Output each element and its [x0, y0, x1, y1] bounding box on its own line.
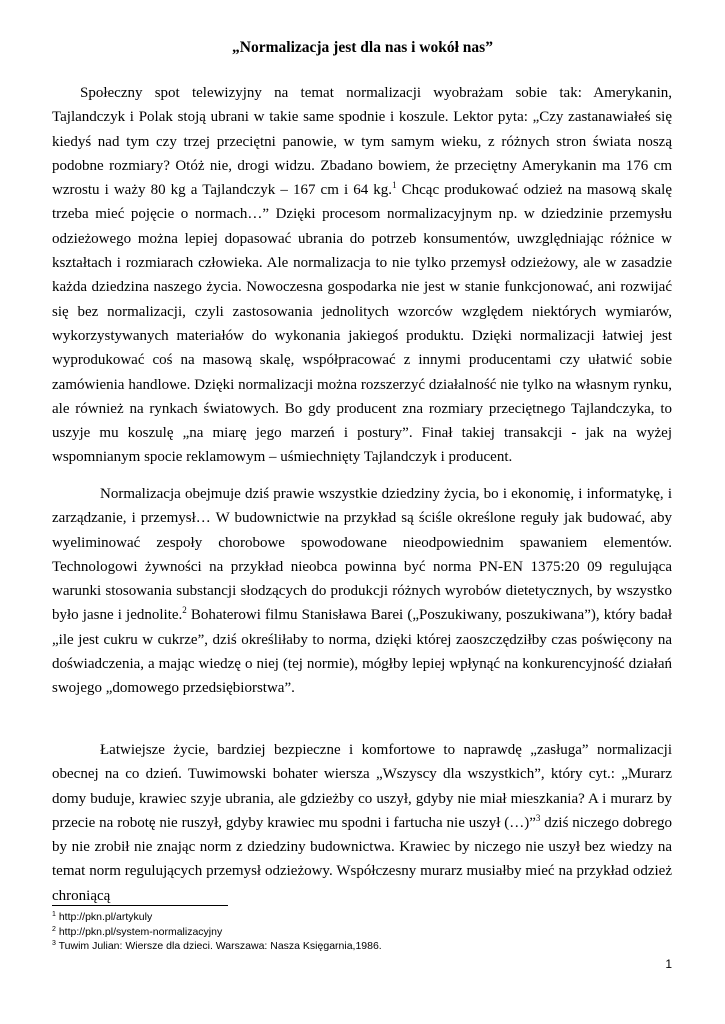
paragraph-1 [52, 81, 672, 470]
paragraph-3 [52, 738, 672, 908]
footnote-ref-2[interactable]: 2 [182, 605, 187, 616]
paragraph-1-text-a: Społeczny spot telewizyjny na temat normalizacji wyobrażam sobie tak: Amerykanin, Tajlandczyk i Polak stoją ubrani w takie same spodnie i koszule. Lektor pyta: „Czy zastanawiałeś się kiedyś nad tym czy trzej przeciętni panowie, w tym samym wieku, z różnych stron świata noszą podobne rozmiary? Otóż nie, drogi widzu. Zbadano bowiem, że przeciętny Amerykanin ma 176 cm wzrostu i waży 80 kg a Tajlandczyk – 167 cm i 64 kg. [52, 85, 672, 199]
page-number: 1 [665, 957, 672, 971]
footnote-1 [52, 910, 672, 925]
footnote-divider [52, 905, 228, 906]
footnote-number: 2 [52, 925, 56, 933]
footnote-3 [52, 939, 672, 954]
footnote-citation: Tuwim Julian: Wiersze dla dzieci. Warszawa: Nasza Księgarnia,1986. [55, 940, 382, 952]
paragraph-2 [52, 482, 672, 701]
document-title: „Normalizacja jest dla nas i wokół nas” [232, 39, 493, 56]
footnote-number: 1 [52, 911, 56, 918]
paragraph-3-text-b: dziś niczego dobrego by nie zrobił nie znając norm z dziedziny budownictwa. Krawiec by niczego nie uszył bez wiedzy na temat norm regulujących przemysł odzieżowy. Współczesny murarz musiałby mieć na przykład odzież chroniącą [52, 814, 672, 904]
footnote-link[interactable]: http://pkn.pl/artykuly [55, 911, 153, 923]
footnote-ref-3[interactable]: 3 [535, 812, 541, 823]
paragraph-2-text-b: Bohaterowi filmu Stanisława Barei („Poszukiwany, poszukiwana”), który badał „ile jest cukru w cukrze”, dziś określiłaby to norma, dzięki której zaoszczędziłby czas poświęcony na doświadczenia, a mając wiedzę o niej (tej normie), mógłby lepiej wpłynąć na konkurencyjność działań swojego „domowego przedsiębiorstwa”. [52, 607, 672, 697]
footnote-link[interactable]: http://pkn.pl/system-normalizacyjny [55, 925, 223, 938]
footnote-number: 3 [52, 940, 56, 947]
paragraph-2-text-a: Normalizacja obejmuje dziś prawie wszystkie dziedziny życia, bo i ekonomię, i informatykę, i zarządzanie, i przemysł… W budownictwie na przykład są ściśle określone reguły jak budować, aby wyeliminować zespoły chorobowe spowodowane nieodpowiednim spawaniem elementów. Technologowi żywności na przykład nieobca powinna być norma PN-EN 1375:20 09 regulująca warunki stosowania substancji słodzących do produkcji różnych wyrobów dietetycznych, by wszystko było jasne i jednolite. [52, 486, 672, 624]
footnote-ref-1[interactable]: 1 [392, 180, 397, 191]
footnote-2 [52, 925, 672, 940]
paragraph-3-text-a: Łatwiejsze życie, bardziej bezpieczne i komfortowe to naprawdę „zasługa” normalizacji obecnej na co dzień. Tuwimowski bohater wiersza „Wszyscy dla wszystkich”, który cyt.: „Murarz domy buduje, krawiec szyje ubrania, ale gdzieżby co uszył, gdyby nie miał mieszkania? A i murarz by przecie na robotę nie ruszył, gdyby krawiec mu spodni i fartucha nie uszył (…)” [52, 742, 672, 831]
footnotes [52, 910, 672, 954]
paragraph-1-text-b: Chcąc produkować odzież na masową skalę trzeba mieć pojęcie o normach…” Dzięki procesom normalizacyjnym np. w dziedzinie przemysłu odzieżowego można lepiej dopasować ubrania do potrzeb konsumentów, uwzględniając różnice w kształtach i rozmiarach człowieka. Ale normalizacja to nie tylko przemysł odzieżowy, ale w zasadzie każda dziedzina naszego życia. Nowoczesna gospodarka nie jest w stanie funkcjonować, ani rozwijać się bez normalizacji, czyli zastosowania jednolitych wzorców względem niektórych wymiarów, wykorzystywanych materiałów do wykonania jakiegoś produktu. Dzięki normalizacji łatwiej jest wyprodukować coś na masową skalę, współpracować z innymi producentami czy ułatwić sobie zamówienia handlowe. Dzięki normalizacji można rozszerzyć działalność nie tylko na własnym rynku, ale również na rynkach światowych. Bo gdy producent zna rozmiary przeciętnego Tajlandczyka, to uszyje mu koszulę „na miarę jego marzeń i postury”. Finał takiej transakcji - jak na wyżej wspomnianym spocie reklamowym – uśmiechnięty Tajlandczyk i producent. [52, 182, 672, 466]
